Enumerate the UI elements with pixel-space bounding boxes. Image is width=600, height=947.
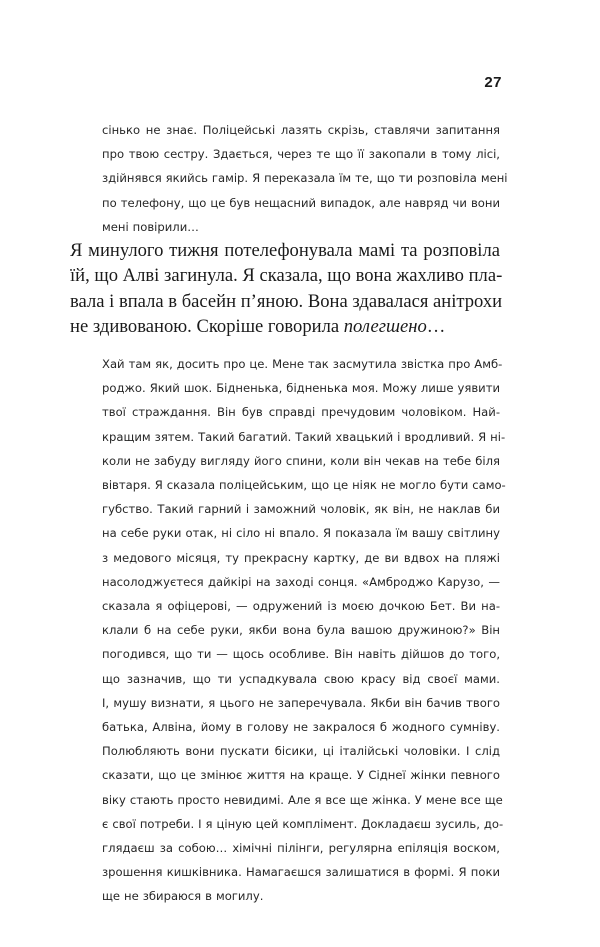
text-line: Полюбляють вони пускати бісики, ці італійські чоловіки. І слід	[102, 744, 500, 759]
narrative-text: …	[426, 315, 446, 337]
narrative-line: вала і впала в басейн п’яною. Вона здавалася анітрохи	[70, 290, 503, 312]
text-line: з медового місяця, ту прекрасну картку, де ви вдвох на пляжі	[102, 550, 500, 565]
text-line: на себе руки отак, ні сіло ні впало. Я показала їм вашу світлину	[102, 526, 500, 541]
text-line: зрошення кишківника. Намагаєшся залишатися в формі. Я поки	[102, 865, 500, 880]
text-line: про твою сестру. Здається, через те що її закопали в тому лісі,	[102, 147, 500, 162]
text-line: твої страждання. Він був справді пречудовим чоловіком. Най-	[102, 405, 500, 420]
narrative-line: їй, що Алві загинула. Я сказала, що вона жахливо пла-	[70, 265, 503, 287]
page-number: 27	[484, 74, 502, 91]
text-line: ще не збираюся в могилу.	[102, 889, 264, 904]
text-line: клали б на себе руки, якби вона була вашою дружиною?» Він	[102, 623, 500, 638]
text-line: здійнявся якийсь гамір. Я переказала їм те, що ти розповіла мені	[102, 171, 508, 186]
text-line: роджо. Який шок. Бідненька, бідненька моя. Можу лише уявити	[102, 381, 500, 396]
narrative-text: не здивованою. Скоріше говорила	[70, 315, 344, 337]
text-line: глядаєш за собою… хімічні пілінги, регулярна епіляція воском,	[102, 841, 500, 856]
text-line: сказала я офіцерові, — одружений із моєю дочкою Бет. Ви на-	[102, 599, 500, 614]
text-line: сказати, що це змінює життя на краще. У Сіднеї жінки певного	[102, 768, 500, 783]
text-line: по телефону, що це був нещасний випадок, але навряд чи вони	[102, 195, 500, 210]
text-line: кращим зятем. Такий багатий. Такий хвацький і вродливий. Я ні-	[102, 429, 506, 444]
letter-fragment-1	[102, 118, 508, 239]
text-line: коли не забуду вигляду його спини, коли він чекав на тебе біля	[102, 453, 500, 468]
text-line: сінько не знає. Поліцейські лазять скрізь, ставлячи запитання	[102, 123, 500, 137]
text-line: насолоджуєтеся дайкірі на заході сонця. «Амброджо Карузо, —	[102, 574, 500, 589]
text-line: батька, Алвіна, йому в голову не закралося б жодного сумніву.	[102, 720, 500, 735]
text-line: що зазначив, що ти успадкувала свою красу від своєї мами.	[102, 671, 500, 686]
text-line: є свої потреби. І я ціную цей комплімент. Докладаєш зусиль, до-	[102, 816, 504, 831]
text-line: погодився, що ти — щось особливе. Він навіть дійшов до того,	[102, 647, 500, 662]
text-line: вівтаря. Я сказала поліцейським, що це ніяк не могло бути само-	[102, 478, 506, 493]
text-line: віку стають просто невидимі. Але я все ще жінка. У мене все ще	[102, 792, 503, 807]
emphasis-text: полегшено	[343, 315, 427, 337]
text-line: І, мушу визнати, я цього не заперечувала. Якби він бачив твого	[102, 695, 500, 710]
narrative-line: Я минулого тижня потелефонувала мамі та розповіла	[70, 240, 500, 261]
narrative-paragraph	[70, 238, 503, 339]
text-line: Хай там як, досить про це. Мене так засмутила звістка про Амб-	[102, 357, 503, 371]
text-line: губство. Такий гарний і заможний чоловік, як він, не наклав би	[102, 502, 500, 517]
text-line: мені повірили…	[102, 219, 199, 234]
letter-fragment-2	[102, 352, 506, 909]
narrative-line	[70, 314, 500, 339]
